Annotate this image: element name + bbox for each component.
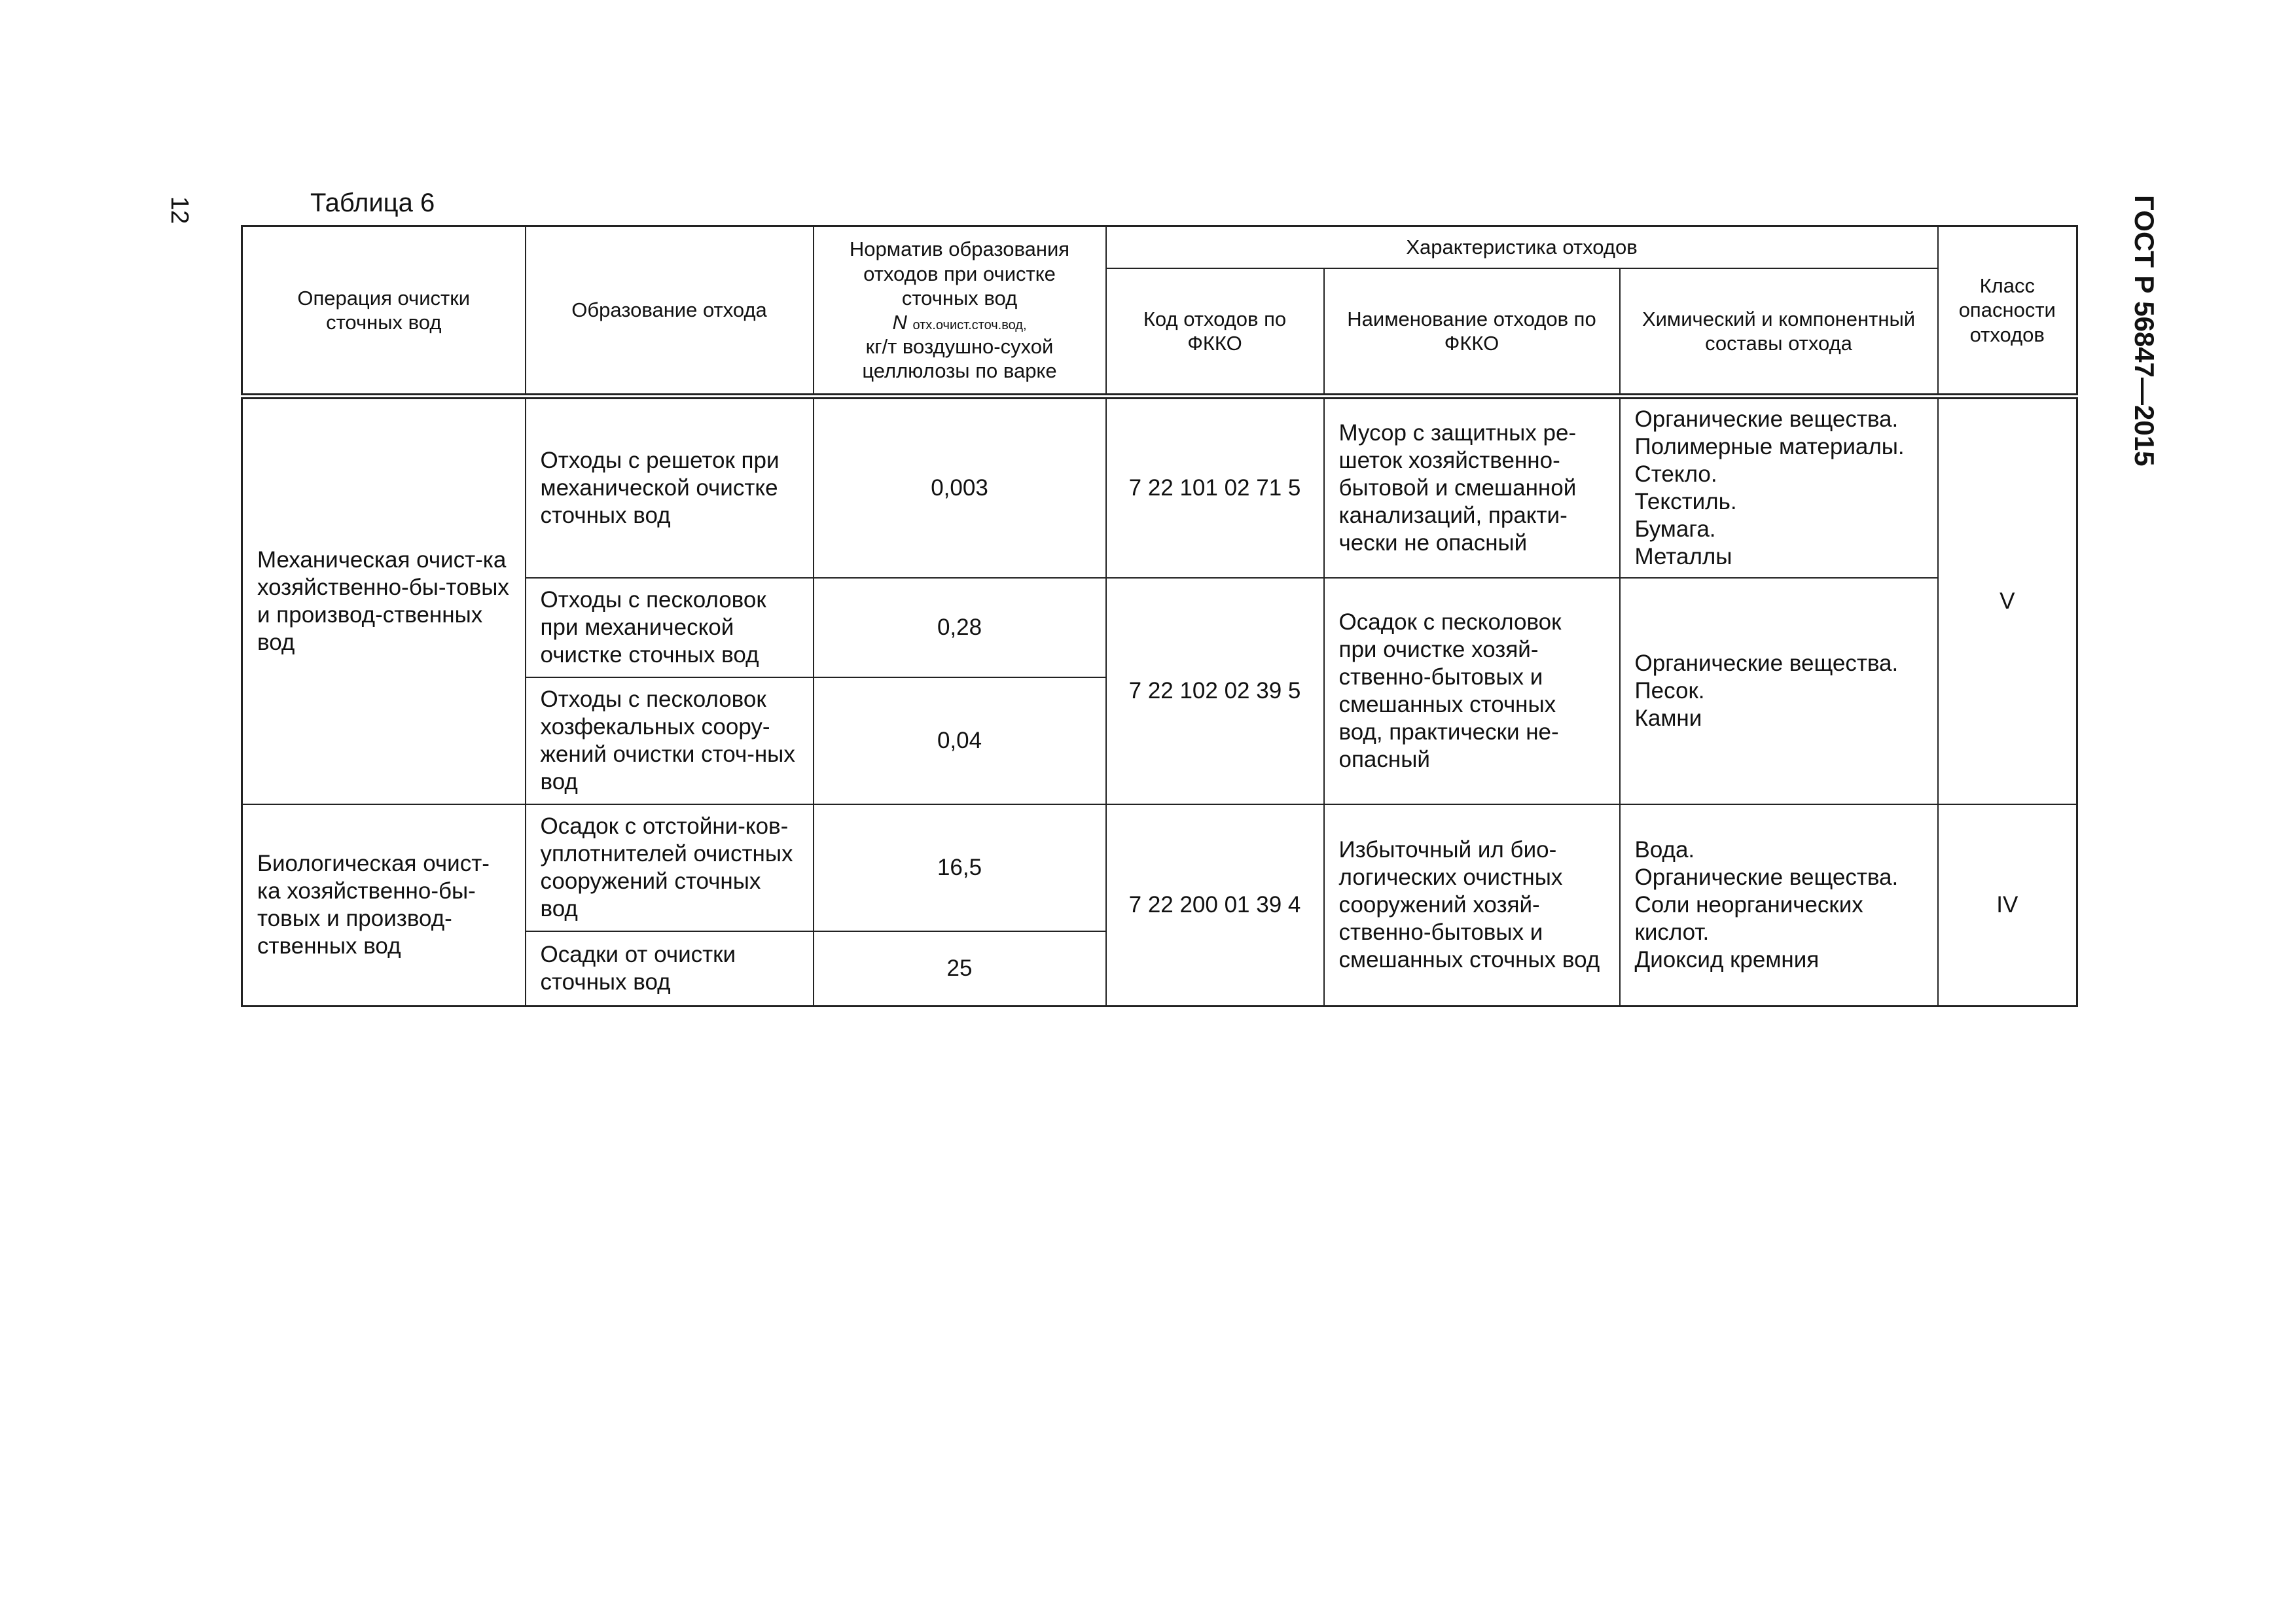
composition-item: Песок. xyxy=(1634,678,1705,704)
operation-cell: Биологическая очист-ка хозяйственно-бы-товых и производ-ственных вод xyxy=(242,804,526,1007)
name-cell: Избыточный ил био-логических очистных сооружений хозяй-ственно-бытовых и смешанных сточных вод xyxy=(1324,804,1620,1007)
norm-cell: 25 xyxy=(814,931,1106,1007)
composition-item: Вода. xyxy=(1634,837,1695,863)
formation-cell: Отходы с песколовок при механической очистке сточных вод xyxy=(526,578,814,677)
document-id: ГОСТ Р 56847—2015 xyxy=(2129,195,2160,467)
page-number: 12 xyxy=(166,196,193,224)
norm-cell: 0,003 xyxy=(814,397,1106,579)
hazard-cell: IV xyxy=(1938,804,2077,1007)
header-composition: Химический и компонентный составы отхода xyxy=(1620,268,1938,397)
formation-cell: Осадок с отстойни-ков-уплотнителей очистных сооружений сточных вод xyxy=(526,804,814,931)
table-row xyxy=(242,397,2077,579)
name-cell: Мусор с защитных ре-шеток хозяйственно-бытовой и смешанной канализаций, практи-чески не опасный xyxy=(1324,397,1620,579)
composition-item: Соли неорганических кислот. xyxy=(1634,892,1863,945)
composition-item: Органические вещества. xyxy=(1634,865,1899,890)
composition-item: Полимерные материалы. xyxy=(1634,434,1905,459)
composition-item: Стекло. xyxy=(1634,461,1717,487)
code-cell: 7 22 200 01 39 4 xyxy=(1106,804,1324,1007)
composition-item: Органические вещества. xyxy=(1634,651,1899,676)
norm-cell: 16,5 xyxy=(814,804,1106,931)
composition-cell xyxy=(1620,804,1938,1007)
header-norm-symbol-line xyxy=(829,310,1091,334)
header-name: Наименование отходов по ФККО xyxy=(1324,268,1620,397)
header-norm-unit: кг/т воздушно-сухой целлюлозы по варке xyxy=(862,335,1057,383)
header-norm-symbol: N xyxy=(892,311,907,334)
composition-item: Металлы xyxy=(1634,544,1732,569)
formation-cell: Отходы с решеток при механической очистке сточных вод xyxy=(526,397,814,579)
norm-cell: 0,28 xyxy=(814,578,1106,677)
header-operation: Операция очистки сточных вод xyxy=(242,226,526,397)
header-norm-text: Норматив образования отходов при очистке сточных вод xyxy=(849,238,1070,310)
table-caption: Таблица 6 xyxy=(310,188,435,217)
composition-item: Диоксид кремния xyxy=(1634,947,1820,972)
header-norm-subscript: отх.очист.сточ.вод xyxy=(912,318,1023,332)
header-norm xyxy=(814,226,1106,397)
composition-cell xyxy=(1620,578,1938,804)
composition-cell xyxy=(1620,397,1938,579)
header-hazard: Класс опасности отходов xyxy=(1938,226,2077,397)
header-formation: Образование отхода xyxy=(526,226,814,397)
table-row xyxy=(242,804,2077,931)
name-cell: Осадок с песколовок при очистке хозяй-ственно-бытовых и смешанных сточных вод, практически не-опасный xyxy=(1324,578,1620,804)
code-cell: 7 22 102 02 39 5 xyxy=(1106,578,1324,804)
waste-table xyxy=(241,225,2078,1007)
norm-cell: 0,04 xyxy=(814,677,1106,804)
table-header xyxy=(242,226,2077,397)
hazard-cell: V xyxy=(1938,397,2077,805)
formation-cell: Отходы с песколовок хозфекальных соору-жений очистки сточ-ных вод xyxy=(526,677,814,804)
header-norm-comma: , xyxy=(1022,318,1027,332)
header-characteristics: Характеристика отходов xyxy=(1106,226,1938,269)
header-code: Код отходов по ФККО xyxy=(1106,268,1324,397)
table-body xyxy=(242,397,2077,1007)
composition-item: Бумага. xyxy=(1634,516,1716,542)
composition-item: Органические вещества. xyxy=(1634,406,1899,432)
code-cell: 7 22 101 02 71 5 xyxy=(1106,397,1324,579)
composition-item: Текстиль. xyxy=(1634,489,1737,514)
operation-cell: Механическая очист-ка хозяйственно-бы-товых и производ-ственных вод xyxy=(242,397,526,805)
composition-item: Камни xyxy=(1634,705,1702,731)
formation-cell: Осадки от очистки сточных вод xyxy=(526,931,814,1007)
